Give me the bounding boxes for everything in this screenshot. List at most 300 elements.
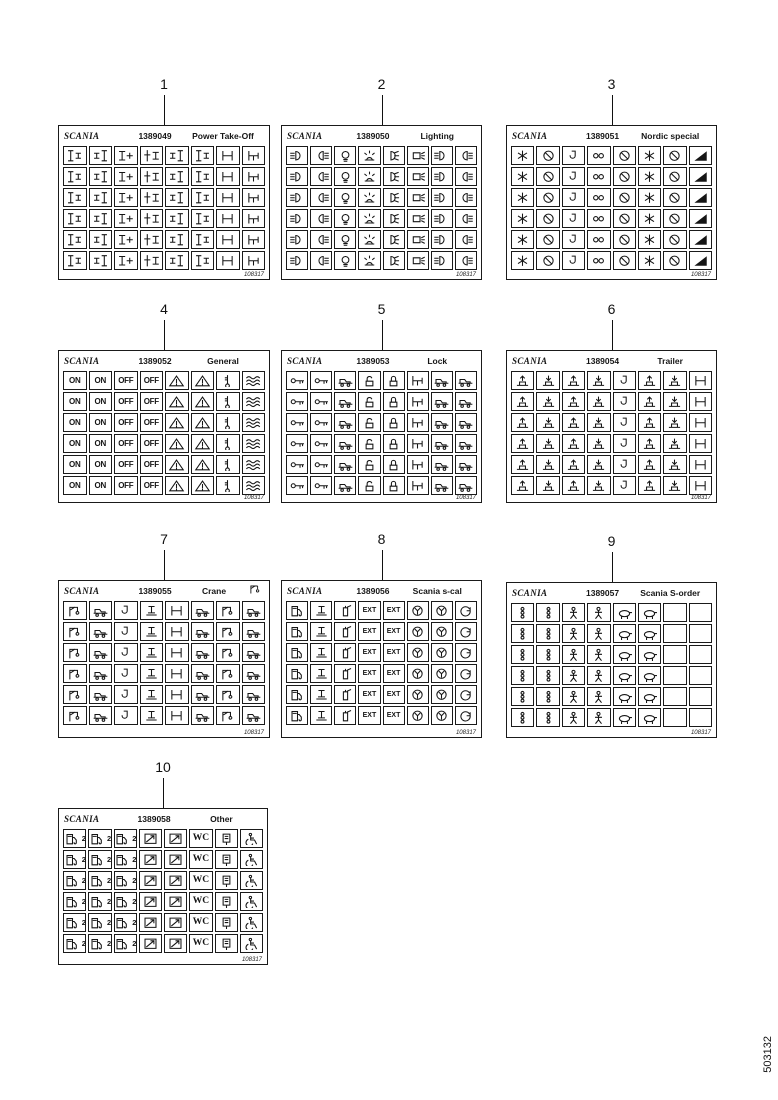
- lift-raise-symbol-1: [511, 371, 534, 390]
- fuel-pump-2-symbol-3: [114, 850, 137, 869]
- symbol-grid: [59, 369, 269, 504]
- mirror-adjust-symbol-2: [164, 892, 187, 911]
- cell-text: ON: [69, 480, 81, 490]
- cab-key-symbol-2: [310, 371, 332, 390]
- fan-symbol-2: [431, 643, 453, 662]
- cell-text: EXT: [386, 628, 401, 635]
- plate-title: Crane: [201, 586, 227, 596]
- side-lamp-symbol: [310, 230, 332, 249]
- cell-text: ON: [94, 375, 106, 385]
- plate-title: Trailer: [657, 356, 683, 366]
- symbol-grid: [507, 601, 716, 736]
- plate-number: 1: [160, 76, 168, 92]
- headlamp-symbol: [286, 188, 308, 207]
- symbol-plate: [506, 125, 717, 280]
- snow-symbol: [511, 167, 534, 186]
- hook-symbol: [114, 643, 138, 662]
- person-symbol-1: [562, 687, 585, 706]
- prohibition-symbol-2: [613, 167, 636, 186]
- crane-symbol-2: [216, 685, 240, 704]
- pto-gearbox-symbol-5: [165, 146, 189, 165]
- pto-gearbox-symbol-2: [89, 209, 113, 228]
- bulb-symbol: [334, 146, 356, 165]
- prohibition-symbol-3: [663, 230, 686, 249]
- plate-header: [282, 581, 481, 599]
- crane-symbol-2: [216, 601, 240, 620]
- crane-truck-symbol-1: [89, 685, 113, 704]
- extinguisher-symbol: [334, 706, 356, 725]
- cell-text: 2: [106, 938, 111, 948]
- pto-shaft-symbol-1: [216, 209, 240, 228]
- lift-lower-symbol-2: [587, 371, 610, 390]
- beacon-symbol: [358, 167, 380, 186]
- symbol-grid: [59, 599, 269, 734]
- cab-key-symbol-2: [310, 455, 332, 474]
- pto-gearbox-symbol-4: [140, 146, 164, 165]
- padlock-closed-symbol: [383, 392, 405, 411]
- heat-waves-symbol: [242, 413, 266, 432]
- warning-triangle-symbol-1: [165, 392, 189, 411]
- padlock-open-symbol: [358, 392, 380, 411]
- axle-lock-symbol: [407, 371, 429, 390]
- person-symbol-1: [562, 645, 585, 664]
- chain-symbol: [587, 251, 610, 270]
- lift-lower-symbol-2: [587, 413, 610, 432]
- pto-gearbox-symbol-3: [114, 167, 138, 186]
- cab-key-symbol-2: [310, 392, 332, 411]
- plate-part-number: 1389055: [138, 586, 172, 596]
- cell-text: OFF: [118, 396, 134, 406]
- chain-symbol: [587, 230, 610, 249]
- cell-text: 2: [132, 917, 137, 927]
- snowplough-symbol: [689, 146, 712, 165]
- cell-text: ON: [69, 417, 81, 427]
- pto-gearbox-symbol-5: [165, 188, 189, 207]
- lift-raise-symbol-1: [511, 476, 534, 495]
- trailer-lock-symbol-1: [431, 392, 453, 411]
- plate-number-callout: [152, 531, 176, 548]
- cab-tilt-symbol: [334, 476, 356, 495]
- on-label-2: [89, 413, 113, 432]
- empty-cell-2: [689, 687, 712, 706]
- fuel-pump-symbol: [286, 622, 308, 641]
- cab-key-symbol-1: [286, 434, 308, 453]
- cell-text: EXT: [362, 712, 377, 719]
- warning-triangle-symbol-2: [191, 371, 215, 390]
- plate-footer-code: 108317: [690, 495, 711, 501]
- pto-gearbox-symbol-3: [114, 209, 138, 228]
- plate-number-callout: [600, 76, 624, 93]
- work-lamp-symbol: [407, 167, 429, 186]
- off-label-1: [114, 413, 138, 432]
- plate-header: [59, 351, 269, 369]
- signal-figure-symbol-1: [511, 666, 534, 685]
- crane-truck-symbol-1: [89, 706, 113, 725]
- symbol-grid: [507, 369, 716, 504]
- thermometer-symbol: [216, 476, 240, 495]
- fuel-pump-2-symbol-3: [114, 892, 137, 911]
- crane-truck-symbol-3: [242, 643, 266, 662]
- wc-label: [189, 892, 212, 911]
- axle-symbol: [689, 371, 712, 390]
- off-label-2: [140, 413, 164, 432]
- thermometer-symbol: [216, 371, 240, 390]
- crane-truck-symbol-2: [191, 622, 215, 641]
- pto-gearbox-symbol-5: [165, 251, 189, 270]
- lift-lower-symbol-2: [587, 476, 610, 495]
- fog-lamp-symbol: [383, 146, 405, 165]
- snow-symbol: [511, 209, 534, 228]
- axle-symbol: [689, 455, 712, 474]
- callout-line: [612, 552, 613, 582]
- on-label-1: [63, 434, 87, 453]
- plate-part-number: 1389051: [585, 131, 620, 141]
- wheelchair-symbol: [240, 871, 263, 890]
- cell-text: WC: [192, 853, 210, 864]
- coupling-hook-symbol: [613, 434, 636, 453]
- cab-tilt-symbol: [334, 455, 356, 474]
- cab-key-symbol-2: [310, 413, 332, 432]
- pto-gearbox-symbol-4: [140, 251, 164, 270]
- cell-text: OFF: [143, 459, 159, 469]
- person-symbol-2: [587, 645, 610, 664]
- signal-figure-symbol-2: [536, 645, 559, 664]
- empty-cell-2: [689, 645, 712, 664]
- animal-symbol-2: [638, 603, 661, 622]
- signal-figure-symbol-2: [536, 708, 559, 727]
- fuel-pump-2-symbol-1: [63, 871, 86, 890]
- ext-label-1: [358, 622, 380, 641]
- work-lamp-symbol: [407, 230, 429, 249]
- prohibition-symbol-1: [536, 146, 559, 165]
- hook-symbol: [114, 664, 138, 683]
- cab-key-symbol-2: [310, 434, 332, 453]
- axle-symbol: [689, 392, 712, 411]
- cab-tilt-symbol: [334, 371, 356, 390]
- pto-gearbox-symbol-3: [114, 251, 138, 270]
- plate-number-callout: [152, 76, 176, 93]
- plate-part-number: 1389053: [356, 356, 390, 366]
- off-label-1: [114, 434, 138, 453]
- headlamp-symbol: [286, 146, 308, 165]
- mirror-adjust-symbol-2: [164, 934, 187, 953]
- cell-text: 2: [106, 833, 111, 843]
- crane-truck-symbol-1: [89, 601, 113, 620]
- plate-number: 8: [377, 531, 386, 547]
- axle-lock-symbol: [407, 392, 429, 411]
- crane-truck-symbol-3: [242, 601, 266, 620]
- crane-truck-symbol-3: [242, 664, 266, 683]
- cell-text: EXT: [362, 628, 377, 635]
- side-lamp-symbol: [310, 209, 332, 228]
- plate-part-number: 1389049: [138, 131, 172, 141]
- trailer-lock-symbol-2: [455, 371, 477, 390]
- lift-lower-symbol-1: [536, 434, 559, 453]
- warning-triangle-symbol-2: [191, 476, 215, 495]
- rotation-arrow-symbol: [455, 685, 477, 704]
- padlock-closed-symbol: [383, 434, 405, 453]
- cell-text: 2: [106, 896, 111, 906]
- pto-gearbox-symbol-2: [89, 167, 113, 186]
- ext-label-1: [358, 685, 380, 704]
- padlock-open-symbol: [358, 434, 380, 453]
- off-label-2: [140, 371, 164, 390]
- prohibition-symbol-3: [663, 167, 686, 186]
- plate-number: 10: [155, 759, 171, 775]
- hook-symbol: [114, 685, 138, 704]
- person-symbol-2: [587, 603, 610, 622]
- symbol-plate: [281, 580, 482, 738]
- hook-symbol: [114, 706, 138, 725]
- fuel-pump-2-symbol-1: [63, 913, 86, 932]
- spot-lamp-symbol: [455, 167, 477, 186]
- person-symbol-1: [562, 624, 585, 643]
- plate-number: 2: [377, 76, 386, 92]
- trailer-lock-symbol-1: [431, 434, 453, 453]
- plate-footer-code: 108317: [455, 272, 476, 278]
- crane-truck-symbol-2: [191, 685, 215, 704]
- snowplough-symbol: [689, 167, 712, 186]
- cell-text: OFF: [118, 480, 134, 490]
- animal-symbol-2: [638, 645, 661, 664]
- heat-waves-symbol: [242, 392, 266, 411]
- fan-symbol-2: [431, 601, 453, 620]
- snow-symbol-2: [638, 146, 661, 165]
- plate-title: Power Take-Off: [192, 131, 254, 141]
- off-label-2: [140, 455, 164, 474]
- fuel-pump-2-symbol-1: [63, 850, 86, 869]
- fan-symbol-1: [407, 685, 429, 704]
- fuel-pump-2-symbol-3: [114, 871, 137, 890]
- cab-tilt-symbol: [334, 392, 356, 411]
- warning-triangle-symbol-2: [191, 455, 215, 474]
- off-label-1: [114, 476, 138, 495]
- crane-truck-symbol-2: [191, 706, 215, 725]
- mirror-adjust-symbol-1: [139, 934, 162, 953]
- plate-part-number: 1389050: [356, 131, 390, 141]
- animal-symbol-2: [638, 666, 661, 685]
- pto-gearbox-symbol-1: [63, 188, 87, 207]
- crane-truck-symbol-1: [89, 622, 113, 641]
- fuel-pump-2-symbol-1: [63, 934, 86, 953]
- lift-lower-symbol-1: [536, 413, 559, 432]
- crane-symbol-1: [63, 664, 87, 683]
- signal-figure-symbol-2: [536, 603, 559, 622]
- cell-text: WC: [192, 916, 210, 927]
- prohibition-symbol-3: [663, 251, 686, 270]
- cell-text: 2: [132, 854, 137, 864]
- axle-symbol: [165, 685, 189, 704]
- plate-footer-code: 108317: [243, 272, 264, 278]
- cell-text: EXT: [386, 649, 401, 656]
- on-label-2: [89, 392, 113, 411]
- person-symbol-2: [587, 624, 610, 643]
- outrigger-symbol: [140, 664, 164, 683]
- callout-line: [382, 95, 383, 125]
- cell-text: ON: [94, 480, 106, 490]
- headlamp-symbol-2: [431, 251, 453, 270]
- animal-symbol-1: [613, 603, 636, 622]
- signal-figure-symbol-1: [511, 708, 534, 727]
- wheelchair-symbol: [240, 850, 263, 869]
- empty-cell-1: [663, 666, 686, 685]
- spot-lamp-symbol: [455, 209, 477, 228]
- symbol-grid: [507, 144, 716, 279]
- fuel-pump-2-symbol-2: [88, 829, 111, 848]
- scania-logo: SCANIA: [512, 356, 548, 366]
- plate-header: [507, 583, 716, 601]
- crane-symbol-1: [63, 601, 87, 620]
- headlamp-symbol-2: [431, 167, 453, 186]
- jack-symbol: [310, 664, 332, 683]
- door-sign-symbol: [215, 871, 238, 890]
- plate-number-callout: [600, 301, 624, 318]
- lift-raise-symbol-2: [562, 392, 585, 411]
- cab-tilt-symbol: [334, 434, 356, 453]
- pto-gearbox-symbol-6: [191, 209, 215, 228]
- plate-title: Lighting: [420, 131, 454, 141]
- chain-symbol: [587, 209, 610, 228]
- lift-raise-symbol-3: [638, 371, 661, 390]
- fog-lamp-symbol: [383, 251, 405, 270]
- cell-text: EXT: [362, 607, 377, 614]
- person-symbol-1: [562, 603, 585, 622]
- warning-triangle-symbol-2: [191, 392, 215, 411]
- pto-gearbox-symbol-2: [89, 230, 113, 249]
- wheelchair-symbol: [240, 913, 263, 932]
- side-lamp-symbol: [310, 146, 332, 165]
- cell-text: OFF: [118, 417, 134, 427]
- plate-number: 3: [607, 76, 616, 92]
- prohibition-symbol-3: [663, 146, 686, 165]
- off-label-1: [114, 371, 138, 390]
- mirror-adjust-symbol-1: [139, 829, 162, 848]
- fuel-pump-2-symbol-1: [63, 892, 86, 911]
- coupling-hook-symbol: [613, 455, 636, 474]
- outrigger-symbol: [140, 601, 164, 620]
- cell-text: OFF: [143, 396, 159, 406]
- padlock-closed-symbol: [383, 476, 405, 495]
- on-label-2: [89, 371, 113, 390]
- plate-footer-code: 108317: [243, 730, 264, 736]
- callout-line: [164, 320, 165, 350]
- door-sign-symbol: [215, 850, 238, 869]
- plate-header: [507, 351, 716, 369]
- cab-key-symbol-1: [286, 392, 308, 411]
- cell-text: 2: [132, 833, 137, 843]
- trailer-lock-symbol-1: [431, 413, 453, 432]
- lift-lower-symbol-2: [587, 434, 610, 453]
- symbol-plate: [281, 350, 482, 503]
- spot-lamp-symbol: [455, 146, 477, 165]
- cell-text: ON: [94, 438, 106, 448]
- scania-logo: SCANIA: [287, 586, 323, 596]
- door-sign-symbol: [215, 892, 238, 911]
- animal-symbol-1: [613, 624, 636, 643]
- crane-symbol-1: [63, 622, 87, 641]
- trailer-lock-symbol-2: [455, 413, 477, 432]
- cell-text: 2: [106, 875, 111, 885]
- prohibition-symbol-1: [536, 167, 559, 186]
- cell-text: EXT: [362, 691, 377, 698]
- prohibition-symbol-2: [613, 209, 636, 228]
- trailer-lock-symbol-1: [431, 371, 453, 390]
- coupling-hook-symbol: [613, 476, 636, 495]
- plate-header: [282, 126, 481, 144]
- pto-gearbox-symbol-6: [191, 230, 215, 249]
- pto-shaft-symbol-1: [216, 167, 240, 186]
- pto-gearbox-symbol-3: [114, 146, 138, 165]
- coupling-hook-symbol: [613, 392, 636, 411]
- mirror-adjust-symbol-1: [139, 871, 162, 890]
- plate-header: [59, 581, 269, 599]
- fuel-pump-2-symbol-3: [114, 829, 137, 848]
- ext-label-2: [383, 685, 405, 704]
- tow-hook-symbol: [562, 209, 585, 228]
- fan-symbol-1: [407, 706, 429, 725]
- off-label-2: [140, 392, 164, 411]
- trailer-lock-symbol-2: [455, 455, 477, 474]
- bulb-symbol: [334, 167, 356, 186]
- work-lamp-symbol: [407, 251, 429, 270]
- axle-lock-symbol: [407, 476, 429, 495]
- fuel-pump-symbol: [286, 601, 308, 620]
- person-symbol-2: [587, 666, 610, 685]
- lift-raise-symbol-2: [562, 455, 585, 474]
- pto-gearbox-symbol-6: [191, 167, 215, 186]
- tow-hook-symbol: [562, 188, 585, 207]
- padlock-open-symbol: [358, 476, 380, 495]
- scania-logo: SCANIA: [287, 356, 323, 366]
- scania-logo: SCANIA: [287, 131, 323, 141]
- plate-title: Other: [210, 814, 233, 824]
- symbol-plate: [506, 582, 717, 738]
- coupling-hook-symbol: [613, 371, 636, 390]
- plate-part-number: 1389058: [137, 814, 171, 824]
- pto-shaft-symbol-1: [216, 146, 240, 165]
- tow-hook-symbol: [562, 230, 585, 249]
- plate-title: Scania S-order: [640, 588, 701, 598]
- wc-label: [189, 913, 212, 932]
- callout-line: [382, 320, 383, 350]
- ext-label-2: [383, 643, 405, 662]
- on-label-1: [63, 392, 87, 411]
- cell-text: 2: [81, 833, 86, 843]
- mirror-adjust-symbol-1: [139, 850, 162, 869]
- pto-shaft-symbol-1: [216, 251, 240, 270]
- fog-lamp-symbol: [383, 188, 405, 207]
- heat-waves-symbol: [242, 434, 266, 453]
- symbol-plate: [58, 125, 270, 280]
- pto-shaft-symbol-1: [216, 188, 240, 207]
- prohibition-symbol-2: [613, 230, 636, 249]
- plate-number-callout: [152, 301, 176, 318]
- symbol-plate: [58, 808, 268, 965]
- callout-line: [164, 95, 165, 125]
- work-lamp-symbol: [407, 209, 429, 228]
- ext-label-1: [358, 664, 380, 683]
- prohibition-symbol-1: [536, 251, 559, 270]
- fan-symbol-2: [431, 706, 453, 725]
- plate-number-callout: [370, 301, 394, 318]
- lift-raise-symbol-2: [562, 476, 585, 495]
- mirror-adjust-symbol-2: [164, 850, 187, 869]
- crane-symbol-2: [216, 664, 240, 683]
- prohibition-symbol-2: [613, 251, 636, 270]
- pto-gearbox-symbol-5: [165, 167, 189, 186]
- outrigger-symbol: [140, 706, 164, 725]
- wheelchair-symbol: [240, 934, 263, 953]
